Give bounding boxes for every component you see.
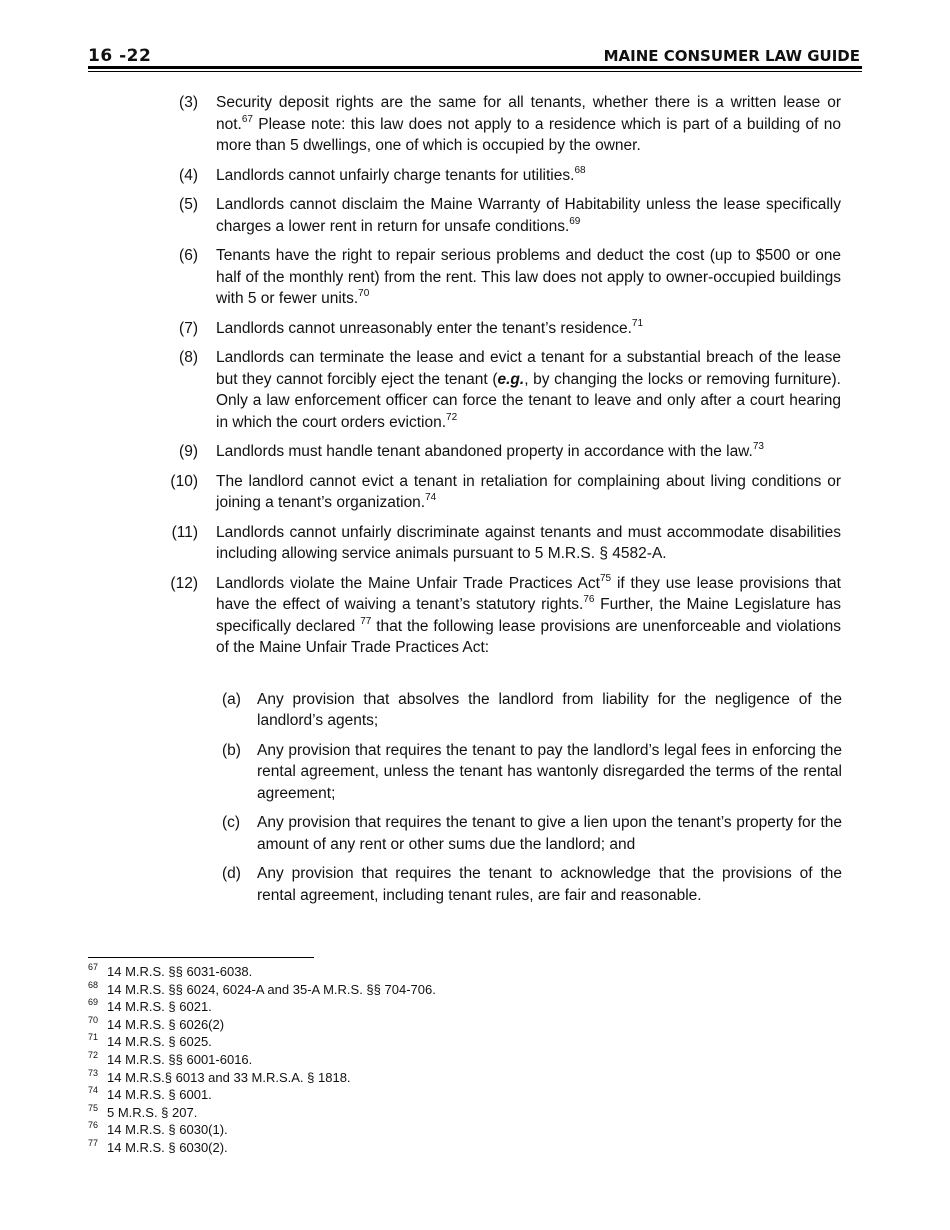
footnote — [88, 1139, 788, 1157]
item-text: The landlord cannot evict a tenant in retaliation for complaining about living conditions or joining a tenant’s organization. — [216, 472, 841, 511]
footnote — [88, 998, 788, 1016]
footnote — [88, 1033, 788, 1051]
sub-item-label: (b) — [222, 741, 241, 759]
footnote — [88, 1104, 788, 1122]
footnote-ref[interactable]: 71 — [631, 317, 644, 329]
item-text: Landlords must handle tenant abandoned property in accordance with the law. — [216, 443, 753, 460]
item-number: (9) — [179, 443, 198, 460]
footnote-separator — [88, 957, 314, 958]
footnote-number: 75 — [88, 1102, 99, 1113]
footnote-ref[interactable]: 74 — [425, 492, 437, 503]
header-rule-thick — [88, 66, 862, 69]
list-item — [0, 165, 841, 187]
footnote-number: 69 — [88, 997, 99, 1008]
item-text: Landlords cannot unfairly charge tenants for utilities. — [216, 166, 575, 184]
footnote-text: 14 M.R.S.§ 6013 and 33 M.R.S.A. § 1818. — [107, 1069, 351, 1085]
footnote-ref[interactable]: 77 — [360, 615, 372, 627]
footnote-number: 68 — [88, 979, 99, 990]
sub-item-text: Any provision that requires the tenant to acknowledge that the provisions of the rental agreement, including tenant rules, are fair and reasonable. — [257, 865, 842, 904]
footnote-text: 14 M.R.S. § 6025. — [107, 1034, 212, 1050]
list-item — [0, 245, 841, 310]
footnote — [88, 981, 788, 999]
footnote-ref[interactable]: 69 — [569, 215, 581, 227]
footnote — [88, 1016, 788, 1034]
sub-item-text: Any provision that requires the tenant to pay the landlord’s legal fees in enforcing the rental agreement, unless the tenant has wantonly disregarded the terms of the rental agreement; — [257, 741, 842, 802]
footnote-text: 14 M.R.S. §§ 6001-6016. — [107, 1051, 253, 1067]
item-text-cont: , by changing the locks or removing furniture). Only a law enforcement officer can force the tenant to leave and only after a court hearing in which the court orders eviction. — [216, 370, 841, 431]
footnote-ref[interactable]: 73 — [752, 441, 764, 452]
footnote-number: 71 — [88, 1032, 99, 1043]
footnote-number: 76 — [88, 1120, 99, 1131]
footnote-ref[interactable]: 70 — [358, 288, 370, 299]
list-item — [0, 573, 841, 659]
sub-list-item — [0, 740, 842, 805]
item-text: Landlords cannot unfairly discriminate against tenants and must accommodate disabilities including allowing service animals pursuant to 5 M.R.S. § 4582-A. — [216, 523, 841, 562]
footnote-ref[interactable]: 72 — [446, 411, 458, 423]
footnote-number: 70 — [88, 1014, 99, 1025]
item-text-cont: Please note: this law does not apply to a residence which is part of a building of no more than 5 dwellings, one of which is occupied by the owner. — [216, 115, 841, 154]
item-text: Security deposit rights are the same for all tenants, whether there is a written lease or not. — [216, 94, 841, 133]
item-text-cont: Further, the Maine Legislature has specifically declared — [216, 596, 841, 635]
sub-item-label: (c) — [222, 814, 241, 831]
footnote-number: 74 — [88, 1085, 99, 1096]
item-number: (12) — [170, 574, 198, 592]
footnotes — [88, 963, 788, 1157]
sub-item-label: (a) — [222, 690, 241, 708]
footnote-ref[interactable]: 67 — [241, 113, 253, 125]
footnote-text: 14 M.R.S. § 6001. — [107, 1087, 212, 1103]
footnote-number: 67 — [88, 962, 99, 972]
item-text: Landlords violate the Maine Unfair Trade Practices Act — [216, 574, 600, 592]
footnote-text: 14 M.R.S. §§ 6031-6038. — [107, 964, 253, 979]
list-item — [0, 471, 841, 514]
footnote-text: 14 M.R.S. § 6021. — [107, 999, 212, 1015]
list-item — [0, 194, 841, 237]
footnote-text: 14 M.R.S. § 6026(2) — [107, 1016, 225, 1032]
footnote-text: 5 M.R.S. § 207. — [107, 1104, 198, 1120]
sub-list-item — [0, 689, 842, 732]
running-title: MAINE CONSUMER LAW GUIDE — [603, 47, 860, 65]
item-emphasis: e.g. — [497, 370, 525, 388]
item-number: (3) — [179, 94, 198, 111]
footnote-number: 77 — [88, 1137, 99, 1148]
item-number: (4) — [179, 166, 198, 184]
footnote — [88, 1051, 788, 1069]
footnote — [88, 963, 788, 981]
footnote — [88, 1069, 788, 1087]
footnote-text: 14 M.R.S. § 6030(2). — [107, 1139, 228, 1155]
footnote-number: 72 — [88, 1049, 99, 1060]
item-number: (7) — [179, 319, 198, 337]
page-number: 16 -22 — [88, 46, 152, 66]
footnote-ref[interactable]: 75 — [599, 572, 612, 584]
footnote-ref[interactable]: 68 — [574, 164, 586, 176]
footnote-text: 14 M.R.S. § 6030(1). — [107, 1122, 228, 1138]
list-item — [0, 92, 841, 157]
footnote-number: 73 — [88, 1067, 99, 1078]
item-text-cont: that the following lease provisions are unenforceable and violations of the Maine Unfair Trade Practices Act: — [216, 617, 841, 656]
list-item — [0, 318, 841, 340]
sub-item-text: Any provision that requires the tenant to give a lien upon the tenant’s property for the amount of any rent or other sums due the landlord; and — [257, 814, 842, 853]
item-text-cont: if they use lease provisions that have the effect of waiving a tenant’s statutory rights. — [216, 574, 841, 613]
item-number: (6) — [179, 247, 198, 264]
header-rule-thin — [88, 71, 862, 72]
spacer — [0, 667, 950, 689]
footnote — [88, 1086, 788, 1104]
sub-list-item — [0, 863, 842, 906]
footnote-ref[interactable]: 76 — [583, 594, 595, 605]
sub-item-label: (d) — [222, 865, 241, 882]
list-item — [0, 347, 841, 433]
footnote — [88, 1121, 788, 1139]
item-number: (11) — [171, 523, 198, 541]
sub-list-item — [0, 812, 842, 855]
item-text: Landlords can terminate the lease and evict a tenant for a substantial breach of the lease but they cannot forcibly eject the tenant ( — [216, 349, 841, 388]
item-number: (10) — [170, 472, 198, 490]
item-number: (8) — [179, 349, 198, 366]
item-text: Landlords cannot disclaim the Maine Warranty of Habitability unless the lease specifically charges a lower rent in return for unsafe conditions. — [216, 196, 841, 235]
footnote-text: 14 M.R.S. §§ 6024, 6024-A and 35-A M.R.S. §§ 704-706. — [107, 981, 436, 997]
item-text: Tenants have the right to repair serious problems and deduct the cost (up to $500 or one half of the monthly rent) from the rent. This law does not apply to owner-occupied buildings with 5 or fewer units. — [216, 247, 841, 307]
document-body — [0, 92, 950, 914]
sub-item-text: Any provision that absolves the landlord from liability for the negligence of the landlord’s agents; — [257, 690, 842, 729]
item-number: (5) — [179, 196, 198, 213]
list-item — [0, 441, 841, 463]
item-text: Landlords cannot unreasonably enter the tenant’s residence. — [216, 319, 632, 337]
list-item — [0, 522, 841, 565]
